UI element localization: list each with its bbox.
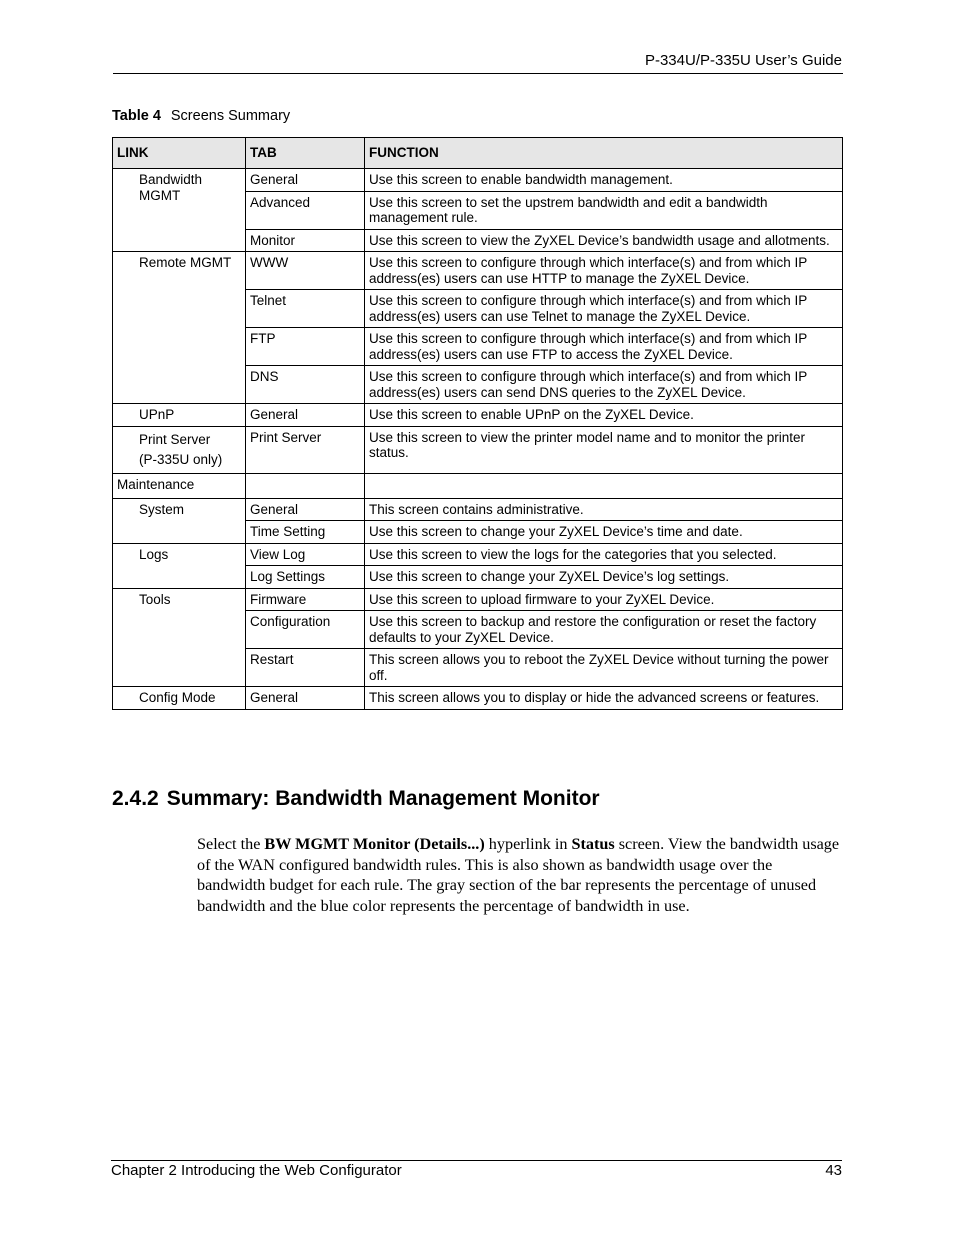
function-cell: Use this screen to configure through which interface(s) and from which IP address(es) users can use Telnet to manage the ZyXEL Device.	[365, 290, 843, 328]
function-cell: Use this screen to view the logs for the categories that you selected.	[365, 543, 843, 566]
function-cell: Use this screen to view the printer model name and to monitor the printer status.	[365, 426, 843, 473]
function-cell: Use this screen to configure through which interface(s) and from which IP address(es) users can use HTTP to manage the ZyXEL Device.	[365, 252, 843, 290]
table-header-row	[113, 138, 843, 169]
table-row	[113, 543, 843, 566]
function-cell: Use this screen to upload firmware to your ZyXEL Device.	[365, 588, 843, 611]
table-row	[113, 404, 843, 427]
tab-cell: View Log	[246, 543, 365, 566]
para-text-1: Select the	[197, 835, 265, 853]
table-row	[113, 473, 843, 498]
column-header-function: FUNCTION	[365, 138, 843, 169]
function-cell: This screen allows you to display or hide the advanced screens or features.	[365, 687, 843, 710]
tab-cell: Advanced	[246, 191, 365, 229]
tab-cell: General	[246, 687, 365, 710]
table-row	[113, 498, 843, 521]
tab-cell: General	[246, 498, 365, 521]
tab-cell: Telnet	[246, 290, 365, 328]
table-row	[113, 252, 843, 290]
tab-cell: General	[246, 404, 365, 427]
header-rule	[113, 73, 843, 74]
para-text-3: screen. View the bandwidth usage of the WAN configured bandwidth rules. This is also shown as bandwidth usage over the bandwidth budget for each rule. The gray section of the bar represents the percentage of unused bandwidth and the blue color represents the percentage of bandwidth in use.	[197, 835, 840, 915]
table-row	[113, 426, 843, 473]
link-cell: Config Mode	[113, 687, 246, 710]
para-text-2: hyperlink in	[484, 835, 572, 853]
function-cell: Use this screen to enable UPnP on the ZyXEL Device.	[365, 404, 843, 427]
function-cell: Use this screen to change your ZyXEL Device’s time and date.	[365, 521, 843, 544]
function-cell: Use this screen to configure through which interface(s) and from which IP address(es) users can send DNS queries to the ZyXEL Device.	[365, 366, 843, 404]
link-cell: Maintenance	[113, 473, 246, 498]
table-row	[113, 588, 843, 611]
footer-rule	[111, 1160, 842, 1161]
footer-page-number: 43	[825, 1162, 842, 1179]
tab-cell: DNS	[246, 366, 365, 404]
body-paragraph	[197, 834, 842, 916]
table-row	[113, 687, 843, 710]
function-cell: Use this screen to backup and restore the configuration or reset the factory defaults to your ZyXEL Device.	[365, 611, 843, 649]
link-cell: UPnP	[113, 404, 246, 427]
link-cell	[113, 426, 246, 473]
table-caption-text: Screens Summary	[170, 108, 291, 124]
tab-cell: FTP	[246, 328, 365, 366]
section-heading	[112, 787, 600, 811]
tab-cell: Configuration	[246, 611, 365, 649]
tab-cell: General	[246, 169, 365, 192]
link-cell: Bandwidth MGMT	[113, 169, 246, 252]
function-cell: This screen allows you to reboot the ZyXEL Device without turning the power off.	[365, 649, 843, 687]
link-note: (P-335U only)	[139, 451, 223, 467]
function-cell: This screen contains administrative.	[365, 498, 843, 521]
bw-mgmt-monitor-link-name: BW MGMT Monitor (Details...)	[264, 835, 485, 853]
table-caption-label: Table 4	[112, 108, 161, 124]
column-header-link: LINK	[113, 138, 246, 169]
link-cell: System	[113, 498, 246, 543]
link-label: Print Server	[139, 431, 211, 447]
tab-cell: WWW	[246, 252, 365, 290]
table-row	[113, 169, 843, 192]
function-cell: Use this screen to change your ZyXEL Device’s log settings.	[365, 566, 843, 589]
footer-chapter: Chapter 2 Introducing the Web Configurator	[111, 1162, 402, 1179]
link-cell: Tools	[113, 588, 246, 687]
function-cell	[365, 473, 843, 498]
link-cell: Logs	[113, 543, 246, 588]
function-cell: Use this screen to view the ZyXEL Device’s bandwidth usage and allotments.	[365, 229, 843, 252]
function-cell: Use this screen to configure through which interface(s) and from which IP address(es) users can use FTP to access the ZyXEL Device.	[365, 328, 843, 366]
function-cell: Use this screen to set the upstrem bandwidth and edit a bandwidth management rule.	[365, 191, 843, 229]
function-cell: Use this screen to enable bandwidth management.	[365, 169, 843, 192]
tab-cell: Print Server	[246, 426, 365, 473]
screens-summary-table	[112, 137, 843, 710]
tab-cell: Firmware	[246, 588, 365, 611]
tab-cell: Restart	[246, 649, 365, 687]
section-number: 2.4.2	[112, 787, 159, 810]
tab-cell	[246, 473, 365, 498]
tab-cell: Time Setting	[246, 521, 365, 544]
table-caption	[112, 108, 290, 124]
section-title: Summary: Bandwidth Management Monitor	[166, 787, 600, 810]
link-cell: Remote MGMT	[113, 252, 246, 404]
header-title: P-334U/P-335U User’s Guide	[644, 52, 842, 69]
tab-cell: Log Settings	[246, 566, 365, 589]
status-screen-name: Status	[571, 835, 615, 853]
column-header-tab: TAB	[246, 138, 365, 169]
tab-cell: Monitor	[246, 229, 365, 252]
